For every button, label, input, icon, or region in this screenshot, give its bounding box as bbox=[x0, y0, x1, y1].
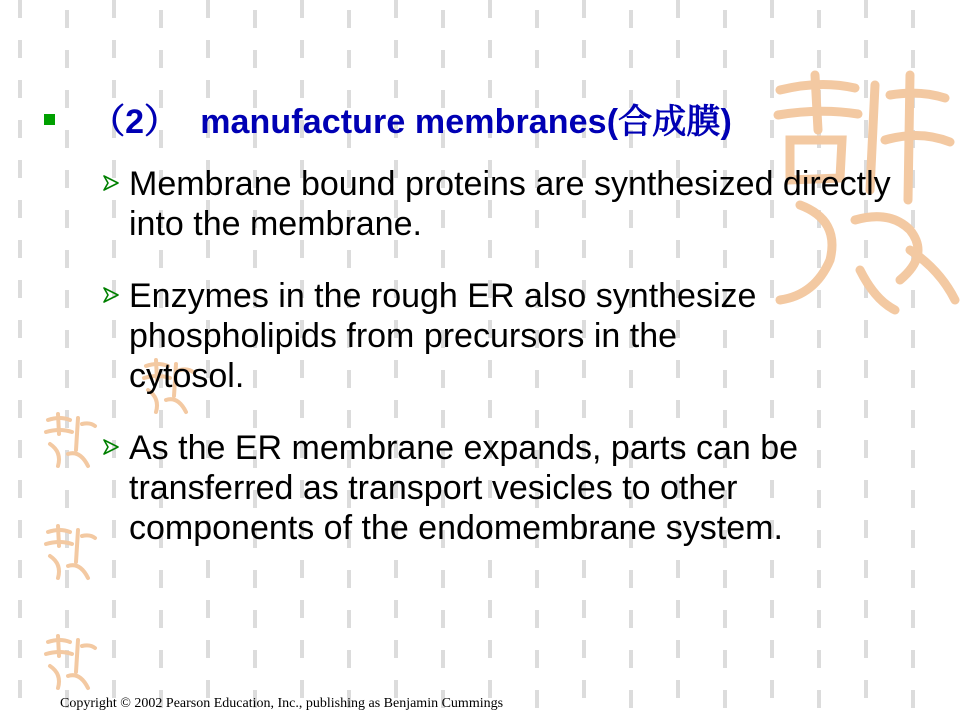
bullet-text: Membrane bound proteins are synthesized directly into the membrane. bbox=[129, 165, 891, 243]
title-english: manufacture membranes bbox=[200, 102, 607, 141]
bullet-point bbox=[103, 164, 919, 244]
bullet-text: Enzymes in the rough ER also synthesize phospholipids from precursors in the cytosol. bbox=[129, 277, 757, 395]
slide-title bbox=[91, 94, 732, 143]
bullet-point bbox=[103, 428, 929, 548]
title-paren-open: ( bbox=[606, 102, 619, 141]
arrow-bullet-icon bbox=[103, 175, 119, 191]
title-chinese: 合成膜 bbox=[618, 102, 721, 141]
bullet-point bbox=[103, 276, 769, 396]
title-number: （2） bbox=[91, 102, 179, 141]
copyright-footer: Copyright © 2002 Pearson Education, Inc., publishing as Benjamin Cummings bbox=[60, 696, 504, 711]
slide-title-row bbox=[44, 93, 732, 143]
arrow-bullet-icon bbox=[103, 287, 119, 303]
bullet-text: As the ER membrane expands, parts can be transferred as transport vesicles to other components of the endomembrane system. bbox=[129, 429, 799, 547]
square-bullet-icon bbox=[44, 114, 55, 125]
title-paren-close: ) bbox=[720, 102, 732, 141]
arrow-bullet-icon bbox=[103, 439, 119, 455]
